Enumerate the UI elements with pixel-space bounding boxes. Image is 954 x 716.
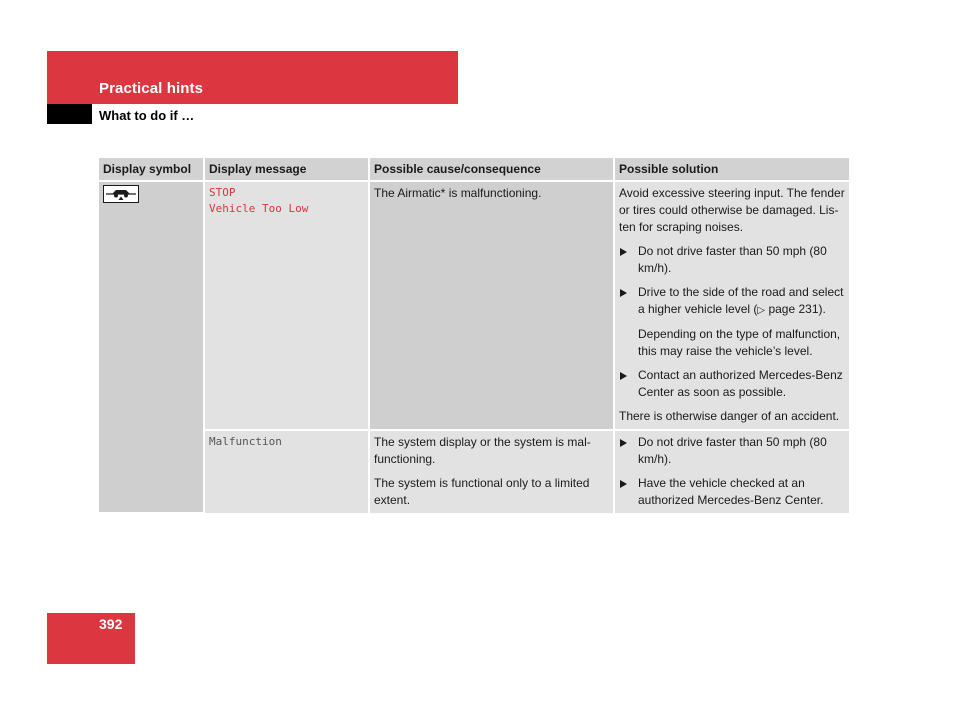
bullet-triangle-icon [620,439,627,447]
cause-text: The system display or the system is mal-functioning. [374,435,591,466]
cause-text: The Airmatic* is malfunctioning. [374,186,542,200]
column-header-cause: Possible cause/consequence [369,158,614,181]
subsection-title: What to do if … [99,108,195,123]
message-malfunction: Malfunction [209,435,282,448]
cause-cell [369,430,614,513]
solution-step [619,284,845,319]
solution-outro: There is otherwise danger of an accident. [619,409,840,423]
page-reference-arrow-icon: ▷ [757,305,766,316]
solution-step-text: Contact an authorized Mercedes-Benz Center as soon as possible. [638,368,843,399]
subsection-marker [47,104,92,124]
solution-step [619,475,845,509]
bullet-triangle-icon [620,289,627,297]
solution-cell [614,181,849,430]
vehicle-level-icon [103,185,139,203]
symbol-cell [99,181,204,513]
solution-step [619,434,845,468]
column-header-solution: Possible solution [614,158,849,181]
solution-step-text: Drive to the side of the road and select a higher vehicle level ( [638,285,844,316]
solution-cell [614,430,849,513]
column-header-symbol: Display symbol [99,158,204,181]
solution-note: Depending on the type of malfunction, this may raise the vehicle’s level. [638,327,841,358]
message-vehicle-too-low: Vehicle Too Low [209,202,309,215]
solution-step [619,367,845,401]
bullet-triangle-icon [620,248,627,256]
section-title: Practical hints [99,80,204,97]
solution-step [619,243,845,277]
bullet-triangle-icon [620,372,627,380]
message-stop: STOP [209,186,236,199]
solution-step-text: Have the vehicle checked at an authorized Mercedes-Benz Center. [638,476,824,507]
table-row [99,430,849,513]
table-header-row [99,158,849,181]
message-cell [204,181,369,430]
table-row [99,181,849,430]
cause-cell [369,181,614,430]
display-messages-table [99,158,849,514]
column-header-message: Display message [204,158,369,181]
message-cell [204,430,369,513]
cause-text: The system is functional only to a limited extent. [374,476,590,507]
bullet-triangle-icon [620,480,627,488]
solution-step-text: Do not drive faster than 50 mph (80 km/h). [638,244,827,275]
solution-intro: Avoid excessive steering input. The fender or tires could otherwise be damaged. Lis-ten for scraping noises. [619,186,845,234]
solution-step-text: Do not drive faster than 50 mph (80 km/h). [638,435,827,466]
page-reference-link[interactable]: page 231). [765,302,826,316]
page-number: 392 [99,616,123,632]
